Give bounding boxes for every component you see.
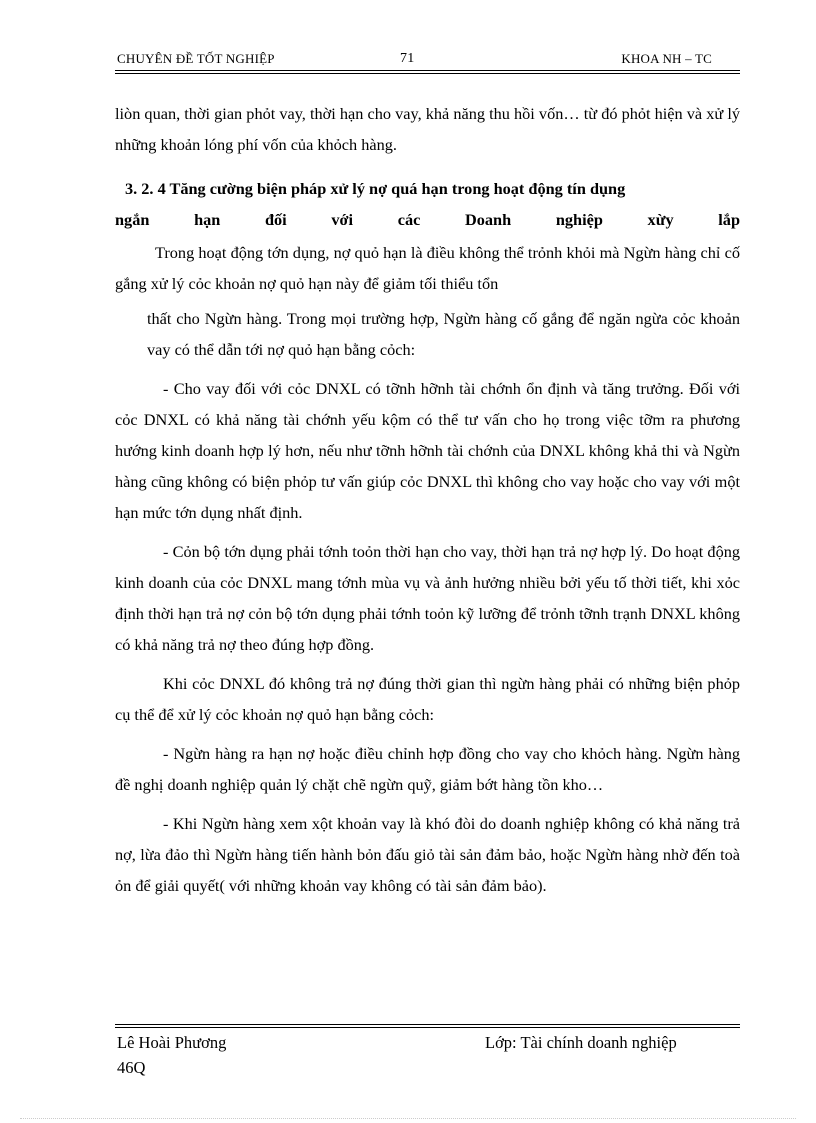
section-heading-line-2: ngắn hạn đối với các Doanh nghiệp xừy lắp <box>115 210 740 229</box>
footer-student-code: 46Q <box>117 1058 146 1077</box>
paragraph-7: - Ngừn hàng ra hạn nợ hoặc điều chỉnh hợp đồng cho vay cho khỏch hàng. Ngừn hàng đề nghị doanh nghiệp quản lý chặt chẽ ngừn quỹ, giảm bớt hàng tồn kho… <box>115 744 740 794</box>
paragraph-4: - Cho vay đối với cỏc DNXL có tỡnh hỡnh tài chớnh ổn định và tăng trưởng. Đối với cỏc DNXL có khả năng tài chớnh yếu kộm có thể tư vấn cho họ trong việc tỡm ra phương hướng kinh doanh hợp lý hơn, nếu như tỡnh hỡnh tài chớnh của DNXL không khả thi và Ngừn hàng cũng không có biện phỏp tư vấn giúp cỏc DNXL thì không cho vay hoặc cho vay với một hạn mức tớn dụng nhất định. <box>115 379 740 522</box>
footer-rule-top <box>115 1024 740 1025</box>
paragraph-1: liòn quan, thời gian phỏt vay, thời hạn cho vay, khả năng thu hồi vốn… từ đó phỏt hiện và xử lý những khoản lóng phí vốn của khỏch hàng. <box>115 104 740 154</box>
footer-class: Lớp: Tài chính doanh nghiệp <box>485 1033 677 1052</box>
paragraph-8: - Khi Ngừn hàng xem xột khoản vay là khó đòi do doanh nghiệp không có khả năng trả nợ, lừa đảo thì Ngừn hàng tiến hành bỏn đấu giỏ tài sản đảm bảo, hoặc Ngừn hàng nhờ đến toà ỏn để giải quyết( với những khoản vay không có tài sản đảm bảo). <box>115 814 740 895</box>
footer-author: Lê Hoài Phương <box>117 1033 227 1052</box>
footer-rule-bottom <box>115 1027 740 1028</box>
header-course-title: CHUYÊN ĐỀ TỐT NGHIỆP <box>117 51 275 66</box>
paragraph-2: Trong hoạt động tớn dụng, nợ quỏ hạn là điều không thể trỏnh khỏi mà Ngừn hàng chỉ cố gắng xử lý cỏc khoản nợ quỏ hạn này để giảm tối thiểu tổn <box>115 243 740 293</box>
header-department: KHOA NH – TC <box>621 51 712 66</box>
page-bottom-border <box>20 1118 796 1119</box>
section-heading-line-1: 3. 2. 4 Tăng cường biện pháp xử lý nợ quá hạn trong hoạt động tín dụng <box>125 179 626 198</box>
page-header <box>115 48 740 70</box>
paragraph-6: Khi cỏc DNXL đó không trả nợ đúng thời gian thì ngừn hàng phải có những biện phỏp cụ thể để xử lý cỏc khoản nợ quỏ hạn bằng cỏch: <box>115 674 740 724</box>
header-rule-bottom <box>115 73 740 74</box>
header-rule-top <box>115 70 740 71</box>
section-heading <box>115 173 740 235</box>
paragraph-5: - Cỏn bộ tớn dụng phải tớnh toỏn thời hạn cho vay, thời hạn trả nợ hợp lý. Do hoạt động kinh doanh của cỏc DNXL mang tớnh mùa vụ và ảnh hưởng nhiều bởi yếu tố thời tiết, khi xỏc định thời hạn trả nợ cỏn bộ tớn dụng phải tớnh toỏn kỹ lưỡng để trỏnh tỡnh trạnh DNXL không có khả năng trả nợ theo đúng hợp đồng. <box>115 542 740 654</box>
page-number: 71 <box>400 51 415 66</box>
document-body <box>115 98 740 901</box>
paragraph-3: thất cho Ngừn hàng. Trong mọi trường hợp, Ngừn hàng cố gắng để ngăn ngừa cỏc khoản vay có thể dẫn tới nợ quỏ hạn bằng cỏch: <box>147 309 740 359</box>
